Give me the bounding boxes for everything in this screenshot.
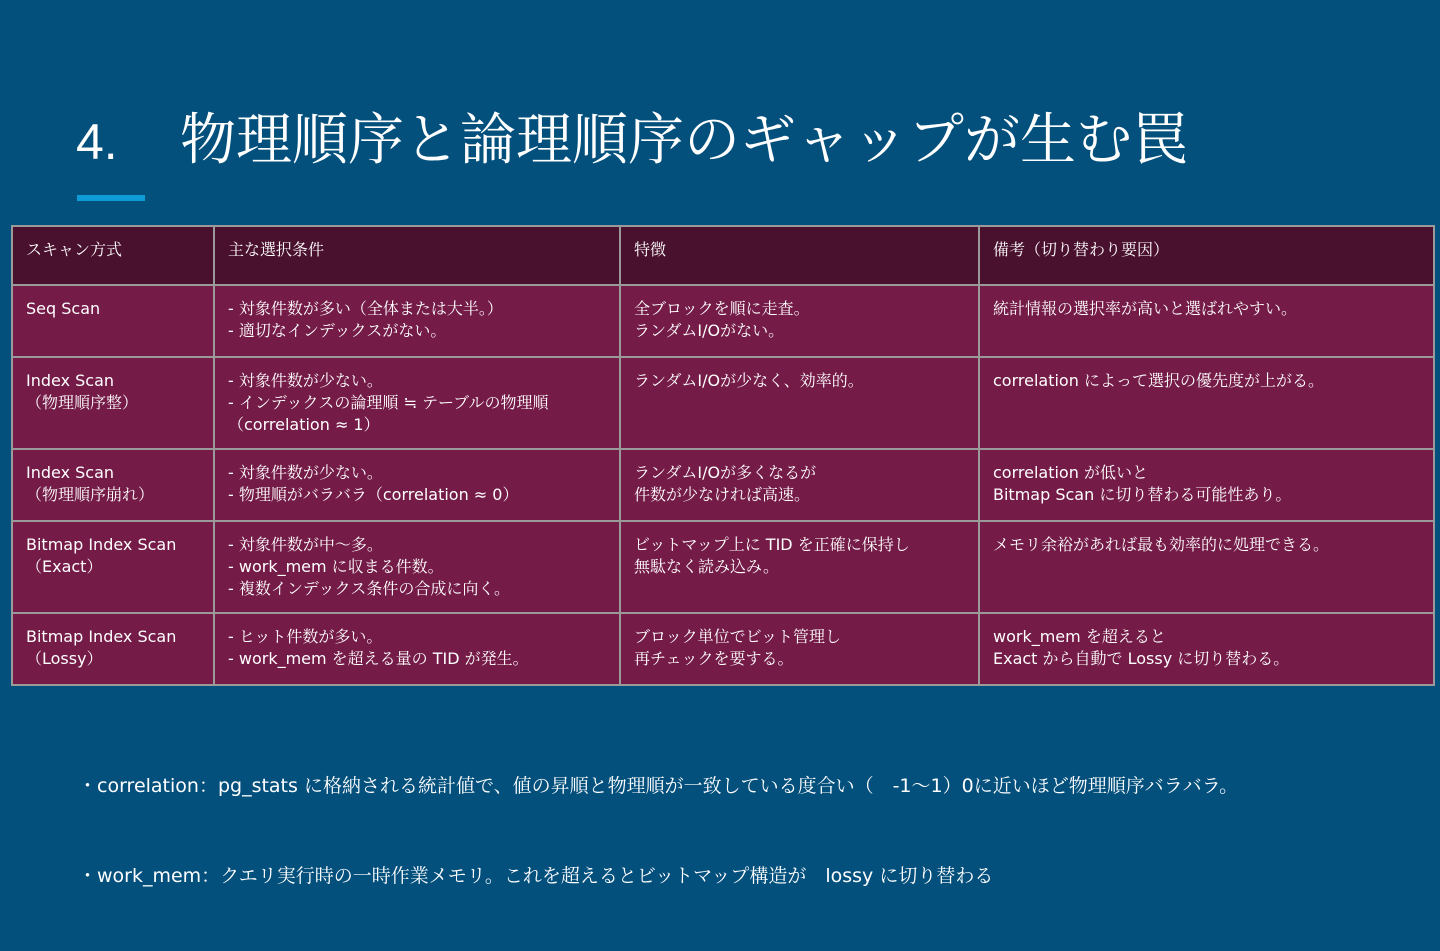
scan-method-table — [11, 225, 1435, 686]
cell-features: ランダムI/Oが多くなるが 件数が少なければ高速。 — [620, 449, 979, 521]
table-header-row — [12, 226, 1434, 285]
cell-conditions: - 対象件数が中〜多。 - work_mem に収まる件数。 - 複数インデックス条件の合成に向く。 — [214, 521, 620, 613]
header-conditions: 主な選択条件 — [214, 226, 620, 285]
table-row — [12, 285, 1434, 357]
header-notes: 備考（切り替わり要因） — [979, 226, 1434, 285]
cell-features: ランダムI/Oが少なく、効率的。 — [620, 357, 979, 449]
table-row — [12, 357, 1434, 449]
header-scan-method: スキャン方式 — [12, 226, 214, 285]
table-row — [12, 613, 1434, 685]
cell-conditions: - 対象件数が少ない。 - インデックスの論理順 ≒ テーブルの物理順 （correlation ≈ 1） — [214, 357, 620, 449]
cell-notes: correlation が低いと Bitmap Scan に切り替わる可能性あり。 — [979, 449, 1434, 521]
cell-features: 全ブロックを順に走査。 ランダムI/Oがない。 — [620, 285, 979, 357]
cell-conditions: - 対象件数が少ない。 - 物理順がバラバラ（correlation ≈ 0） — [214, 449, 620, 521]
cell-notes: work_mem を超えると Exact から自動で Lossy に切り替わる。 — [979, 613, 1434, 685]
footnotes — [78, 711, 1238, 951]
cell-scan-method: Bitmap Index Scan （Lossy） — [12, 613, 214, 685]
header-features: 特徴 — [620, 226, 979, 285]
cell-features: ブロック単位でビット管理し 再チェックを要する。 — [620, 613, 979, 685]
cell-features: ビットマップ上に TID を正確に保持し 無駄なく読み込み。 — [620, 521, 979, 613]
cell-notes: メモリ余裕があれば最も効率的に処理できる。 — [979, 521, 1434, 613]
footnote-correlation: ・correlation：pg_stats に格納される統計値で、値の昇順と物理順が一致している度合い（ -1〜1）0に近いほど物理順序バラバラ。 — [78, 775, 1239, 797]
cell-notes: 統計情報の選択率が高いと選ばれやすい。 — [979, 285, 1434, 357]
title-accent-bar — [77, 195, 145, 201]
cell-scan-method: Bitmap Index Scan （Exact） — [12, 521, 214, 613]
table-row — [12, 449, 1434, 521]
table-row — [12, 521, 1434, 613]
cell-scan-method: Seq Scan — [12, 285, 214, 357]
cell-conditions: - 対象件数が多い（全体または大半。） - 適切なインデックスがない。 — [214, 285, 620, 357]
cell-notes: correlation によって選択の優先度が上がる。 — [979, 357, 1434, 449]
title-text: 物理順序と論理順序のギャップが生む罠 — [180, 108, 1188, 173]
cell-conditions: - ヒット件数が多い。 - work_mem を超える量の TID が発生。 — [214, 613, 620, 685]
slide-title — [76, 96, 1188, 176]
cell-scan-method: Index Scan （物理順序崩れ） — [12, 449, 214, 521]
cell-scan-method: Index Scan （物理順序整） — [12, 357, 214, 449]
slide-number: 4. — [76, 114, 118, 170]
footnote-work-mem: ・work_mem：クエリ実行時の一時作業メモリ。これを超えるとビットマップ構造が lossy に切り替わる — [78, 865, 994, 887]
